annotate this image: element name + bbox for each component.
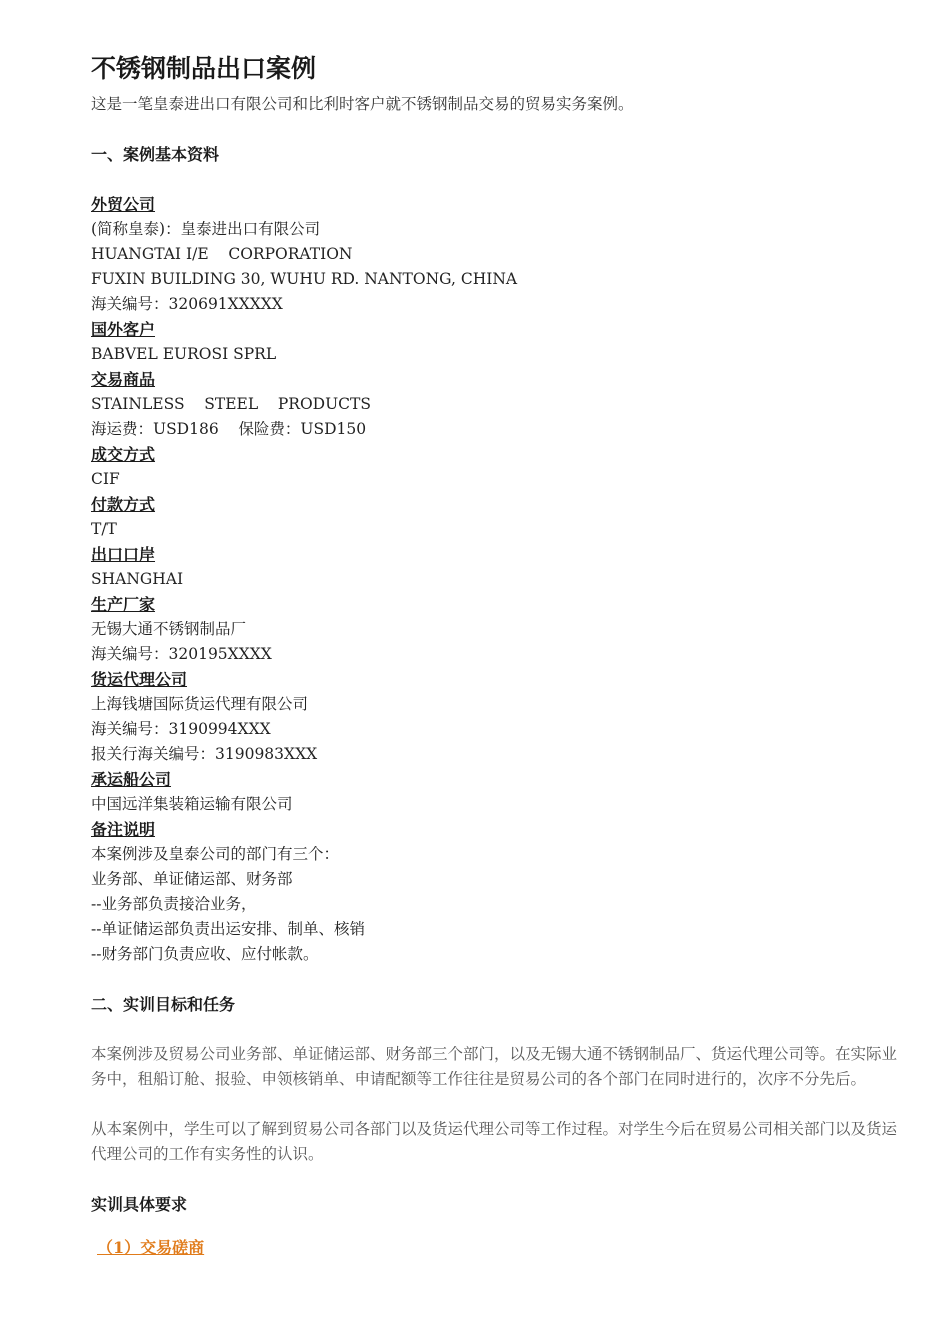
label-goods: 交易商品 <box>91 370 156 389</box>
carrier-name: 中国远洋集装箱运输有限公司 <box>91 795 293 813</box>
manufacturer-name: 无锡大通不锈钢制品厂 <box>91 620 247 638</box>
goods-name: STAINLESS STEEL PRODUCTS <box>91 395 371 413</box>
notes-line: --财务部门负责应收、应付帐款。 <box>91 945 319 963</box>
payment-value: T/T <box>91 520 117 538</box>
company-short-name: (简称皇泰)：皇泰进出口有限公司 <box>91 220 321 238</box>
section2-heading: 二、实训目标和任务 <box>91 995 236 1014</box>
step-negotiation-link[interactable]: （1）交易磋商 <box>97 1238 205 1257</box>
port-value: SHANGHAI <box>91 570 184 588</box>
label-notes: 备注说明 <box>91 820 156 839</box>
notes-line: --业务部负责接洽业务， <box>91 895 257 913</box>
broker-customs-code: 报关行海关编号：3190983XXX <box>91 745 318 763</box>
notes-line: 业务部、单证储运部、财务部 <box>91 870 293 888</box>
page-title: 不锈钢制品出口案例 <box>91 54 317 83</box>
intro-text: 这是一笔皇泰进出口有限公司和比利时客户就不锈钢制品交易的贸易实务案例。 <box>91 95 634 113</box>
terms-value: CIF <box>91 470 120 488</box>
label-payment: 付款方式 <box>91 495 156 514</box>
customer-name: BABVEL EUROSI SPRL <box>91 345 277 363</box>
company-customs-code: 海关编号：320691XXXXX <box>91 295 283 313</box>
company-address: FUXIN BUILDING 30, WUHU RD. NANTONG, CHINA <box>91 270 518 288</box>
forwarder-name: 上海钱塘国际货运代理有限公司 <box>91 695 309 713</box>
document-page <box>91 50 911 1260</box>
freight-insurance: 海运费：USD186 保险费：USD150 <box>91 420 367 438</box>
label-foreign-trade-company: 外贸公司 <box>91 195 156 214</box>
objective-paragraph-2: 从本案例中，学生可以了解到贸易公司各部门以及货运代理公司等工作过程。对学生今后在贸易公司相关部门以及货运代理公司的工作有实务性的认识。 <box>91 1120 898 1163</box>
objective-paragraph-1: 本案例涉及贸易公司业务部、单证储运部、财务部三个部门，以及无锡大通不锈钢制品厂、货运代理公司等。在实际业务中，租船订舱、报验、申领核销单、申请配额等工作往往是贸易公司的各个部门在同时进行的，次序不分先后。 <box>91 1045 898 1088</box>
label-foreign-customer: 国外客户 <box>91 320 156 339</box>
label-port: 出口口岸 <box>91 545 156 564</box>
notes-line: 本案例涉及皇泰公司的部门有三个： <box>91 845 340 863</box>
section1-heading: 一、案例基本资料 <box>91 145 220 164</box>
label-forwarder: 货运代理公司 <box>91 670 188 689</box>
label-terms: 成交方式 <box>91 445 156 464</box>
company-english-name: HUANGTAI I/E CORPORATION <box>91 245 353 263</box>
requirements-heading: 实训具体要求 <box>91 1195 188 1214</box>
manufacturer-customs-code: 海关编号：320195XXXX <box>91 645 272 663</box>
notes-line: --单证储运部负责出运安排、制单、核销 <box>91 920 365 938</box>
label-manufacturer: 生产厂家 <box>91 595 156 614</box>
forwarder-customs-code: 海关编号：3190994XXX <box>91 720 271 738</box>
label-carrier: 承运船公司 <box>91 770 172 789</box>
